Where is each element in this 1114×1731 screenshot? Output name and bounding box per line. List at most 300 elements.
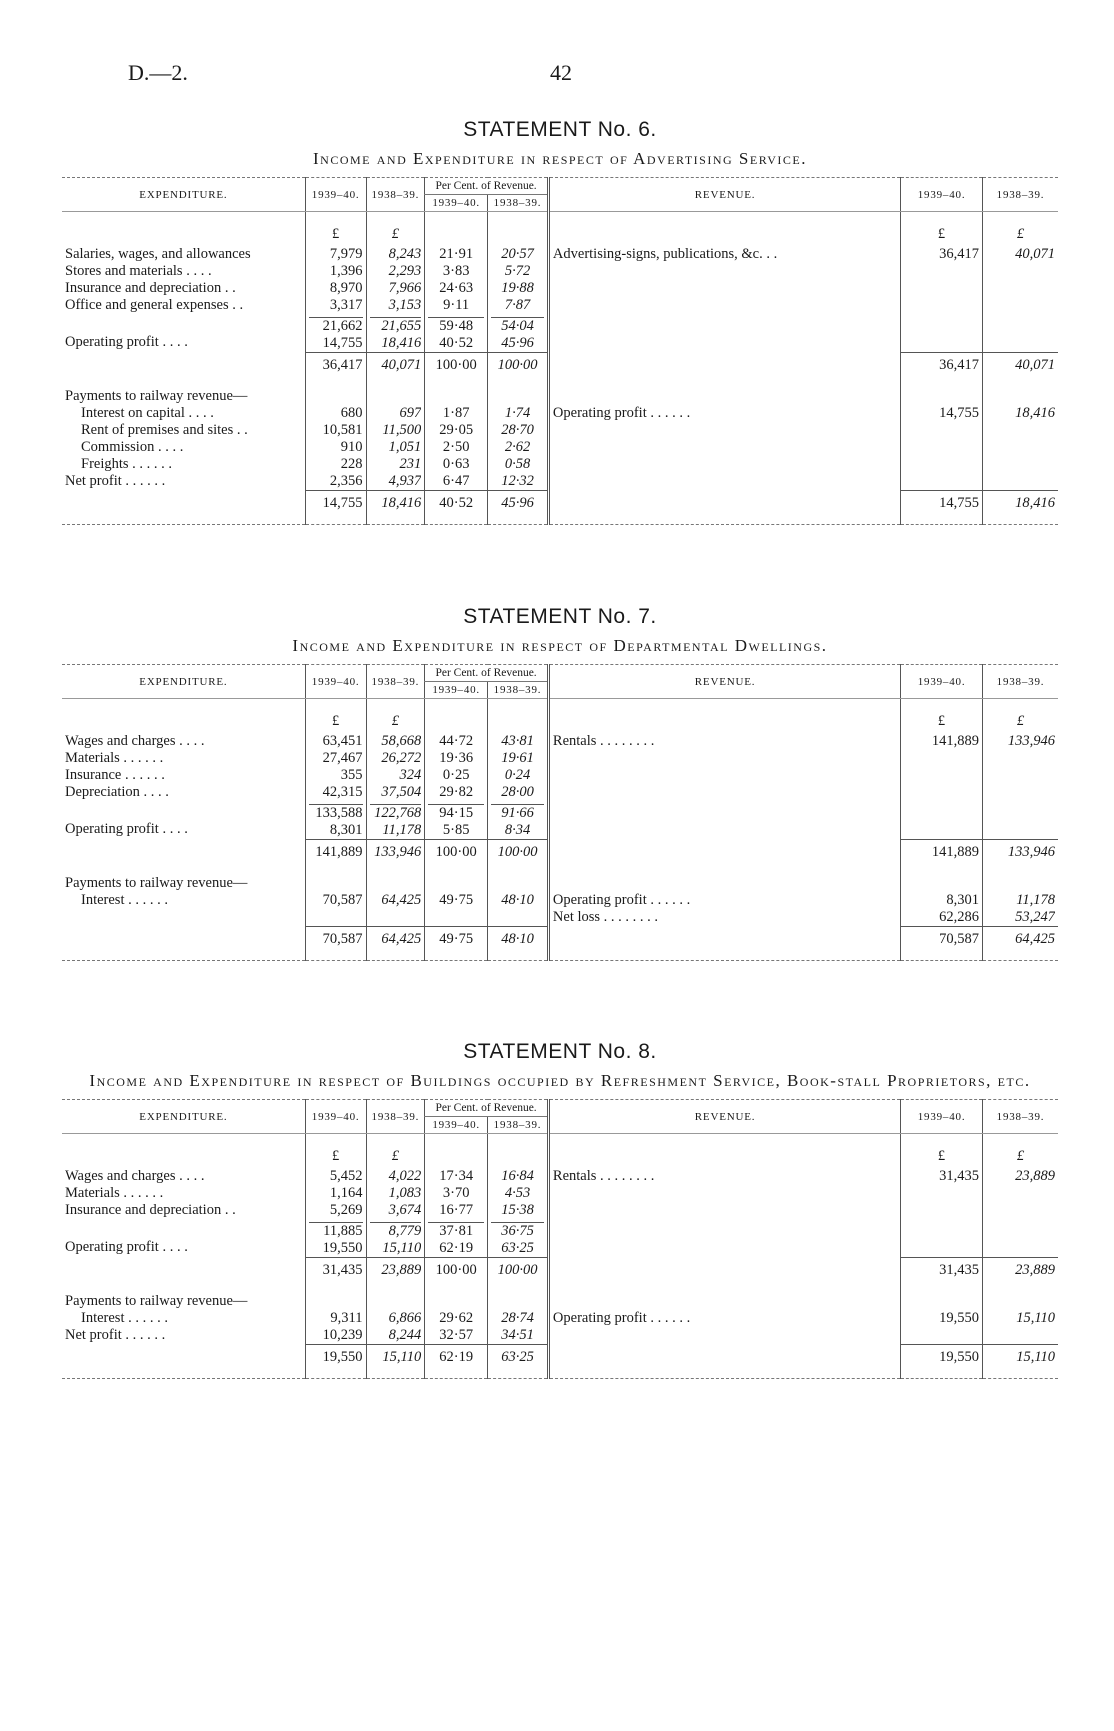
percent: 3·70 [442, 1185, 470, 1201]
value-col [366, 246, 425, 314]
total-row [62, 491, 1058, 525]
currency-symbol [425, 212, 488, 247]
revenue-labels [548, 1283, 900, 1345]
total-value: 64,425 [366, 927, 425, 961]
operating-profit-label: Operating profit . . . . [65, 821, 188, 837]
percent: 0·63 [442, 456, 470, 472]
expenditure-header: EXPENDITURE. [62, 665, 305, 699]
revenue-value: 14,755 [939, 405, 979, 421]
total-value: 18,416 [366, 491, 425, 525]
operating-profit-label: Operating profit . . . . [65, 1239, 188, 1255]
percent: 19·36 [439, 750, 474, 766]
currency-row [62, 212, 1058, 247]
subtotal-col [488, 314, 549, 353]
value: 8,970 [329, 280, 363, 296]
expense-labels [62, 733, 305, 801]
expenditure-header: EXPENDITURE. [62, 1100, 305, 1134]
payments-labels [62, 1283, 305, 1345]
expense-label: Depreciation . . . . [65, 784, 169, 800]
total-value: 141,889 [305, 840, 366, 866]
currency-symbol: £ [366, 699, 425, 734]
expense-label: Materials . . . . . . [65, 1185, 164, 1201]
revenue-col [982, 865, 1058, 927]
value: 6,866 [388, 1310, 422, 1326]
statement-subtitle: Income and Expenditure in respect of Buildings occupied by Refreshment Service, Book-stall Proprietors, etc. [89, 1071, 1031, 1090]
revenue-label: Advertising-signs, publications, &c. . . [552, 246, 778, 262]
total-blank [62, 491, 305, 525]
percent-col [425, 1283, 488, 1345]
percent: 34·51 [501, 1327, 534, 1343]
revenue-col [901, 378, 983, 491]
total-value: 36,417 [901, 353, 983, 379]
revenue-value: 18,416 [1015, 405, 1055, 421]
expense-label: Insurance and depreciation . . [65, 280, 236, 296]
value-col [305, 1168, 366, 1219]
subtotal-value: 37·81 [428, 1222, 484, 1240]
currency-symbol [488, 1134, 549, 1169]
operating-profit-value: 8·34 [504, 822, 531, 838]
percent: 28·00 [501, 784, 534, 800]
year-header: 1938–39. [982, 178, 1058, 212]
value: 7,966 [388, 280, 422, 296]
year-header: 1938–39. [982, 1100, 1058, 1134]
currency-symbol [488, 699, 549, 734]
expense-label: Materials . . . . . . [65, 750, 164, 766]
percent: 2·62 [504, 439, 531, 455]
payment-label: Interest on capital . . . . [81, 405, 214, 421]
total-blank [62, 1258, 305, 1284]
value: 5,269 [329, 1202, 363, 1218]
revenue-label: Operating profit . . . . . . [552, 405, 691, 421]
percent: 16·77 [439, 1202, 474, 1218]
percent-col [425, 865, 488, 927]
value: 1,164 [329, 1185, 363, 1201]
operating-profit-value: 40·52 [439, 335, 474, 351]
operating-profit-value: 8,301 [329, 822, 363, 838]
percent-header: Per Cent. of Revenue. [425, 665, 549, 682]
revenue-col [901, 1168, 983, 1219]
revenue-col [982, 246, 1058, 314]
total-value: 48·10 [488, 927, 549, 961]
value: 70,587 [322, 892, 363, 908]
year-header: 1938–39. [982, 665, 1058, 699]
revenue-value: 11,178 [1016, 892, 1055, 908]
operating-profit-label: Operating profit . . . . [65, 334, 188, 350]
subtotal-value: 36·75 [491, 1222, 544, 1240]
payments-block [62, 865, 1058, 927]
value: 355 [340, 767, 363, 783]
year-header: 1938–39. [366, 1100, 425, 1134]
percent: 16·84 [501, 1168, 534, 1184]
subtotal-col [366, 801, 425, 840]
value: 1,083 [388, 1185, 422, 1201]
statement-title: STATEMENT No. 6. [463, 118, 657, 141]
revenue-col [901, 246, 983, 314]
value: 231 [399, 456, 422, 472]
revenue-header: REVENUE. [548, 178, 900, 212]
revenue-labels [548, 246, 900, 314]
value: 37,504 [381, 784, 422, 800]
total-value: 19,550 [901, 1345, 983, 1379]
subtotal-value: 59·48 [428, 317, 484, 335]
percent: 4·53 [504, 1185, 531, 1201]
year-header: 1939–40. [305, 1100, 366, 1134]
currency-symbol: £ [901, 1134, 983, 1169]
revenue-label: Rentals . . . . . . . . [552, 733, 655, 749]
revenue-header: REVENUE. [548, 1100, 900, 1134]
percent: 3·83 [442, 263, 470, 279]
subtotal-col [305, 801, 366, 840]
payments-heading: Payments to railway revenue— [65, 875, 248, 891]
subtotal-value: 122,768 [370, 804, 422, 822]
revenue-value: 40,071 [1015, 246, 1055, 262]
percent: 1·87 [442, 405, 470, 421]
currency-symbol [425, 699, 488, 734]
percent: 28·70 [501, 422, 534, 438]
total-value: 14,755 [901, 491, 983, 525]
operating-profit-value: 11,178 [382, 822, 422, 838]
percent: 17·34 [439, 1168, 474, 1184]
percent: 24·63 [439, 280, 474, 296]
subtotal-value: 21,655 [370, 317, 422, 335]
subtotal-value: 91·66 [491, 804, 544, 822]
revenue-col [901, 1283, 983, 1345]
percent-header: Per Cent. of Revenue. [425, 1100, 549, 1117]
subtotal-col [488, 1219, 549, 1258]
op-label [62, 801, 305, 840]
total-value: 23,889 [366, 1258, 425, 1284]
revenue-blank [982, 801, 1058, 840]
expense-labels [62, 246, 305, 314]
subtotal-value: 11,885 [309, 1222, 363, 1240]
percent: 7·87 [504, 297, 531, 313]
percent-col [425, 733, 488, 801]
percent: 48·10 [501, 892, 534, 908]
total-row [62, 840, 1058, 866]
percent: 28·74 [501, 1310, 534, 1326]
total-value: 64,425 [982, 927, 1058, 961]
value-col [305, 1283, 366, 1345]
value-col [366, 865, 425, 927]
statement-6 [62, 118, 1058, 525]
subtotal-value: 21,662 [309, 317, 363, 335]
year-header: 1939–40. [305, 178, 366, 212]
percent: 32·57 [439, 1327, 474, 1343]
revenue-label: Rentals . . . . . . . . [552, 1168, 655, 1184]
subtotal-col [425, 801, 488, 840]
currency-symbol: £ [982, 699, 1058, 734]
expense-label: Stores and materials . . . . [65, 263, 212, 279]
percent-col [488, 865, 549, 927]
percent: 1·74 [504, 405, 531, 421]
subtotal-value: 54·04 [491, 317, 544, 335]
revenue-value: 62,286 [939, 909, 979, 925]
total-value: 14,755 [305, 491, 366, 525]
value: 63,451 [322, 733, 363, 749]
percent: 29·05 [439, 422, 474, 438]
statement-table [62, 664, 1058, 961]
operating-profit-value: 15,110 [382, 1240, 422, 1256]
op-label [62, 1219, 305, 1258]
percent: 44·72 [439, 733, 474, 749]
statement-7 [62, 605, 1058, 961]
percent: 43·81 [501, 733, 534, 749]
operating-profit-value: 5·85 [442, 822, 470, 838]
revenue-value: 31,435 [939, 1168, 979, 1184]
percent-col [488, 1283, 549, 1345]
value: 11,500 [382, 422, 422, 438]
currency-symbol [62, 1134, 305, 1169]
value: 2,356 [329, 473, 363, 489]
value-col [366, 733, 425, 801]
value-col [305, 733, 366, 801]
payments-labels [62, 865, 305, 927]
revenue-col [982, 378, 1058, 491]
value: 8,243 [388, 246, 422, 262]
revenue-value: 141,889 [931, 733, 979, 749]
year-header: 1939–40. [901, 665, 983, 699]
expense-label: Insurance . . . . . . [65, 767, 165, 783]
percent-col [425, 1168, 488, 1219]
subtotal-col [366, 314, 425, 353]
value-col [305, 378, 366, 491]
revenue-col [901, 733, 983, 801]
revenue-label: Operating profit . . . . . . [552, 1310, 691, 1326]
value: 58,668 [381, 733, 422, 749]
currency-symbol: £ [366, 212, 425, 247]
percent: 9·11 [443, 297, 470, 313]
percent-col [425, 378, 488, 491]
value-col [366, 1283, 425, 1345]
total-value: 18,416 [982, 491, 1058, 525]
revenue-value: 19,550 [939, 1310, 979, 1326]
percent: 0·58 [504, 456, 531, 472]
value: 324 [399, 767, 422, 783]
payments-heading: Payments to railway revenue— [65, 1293, 248, 1309]
operating-profit-value: 19,550 [322, 1240, 363, 1256]
payment-label: Freights . . . . . . [81, 456, 173, 472]
total-value: 70,587 [305, 927, 366, 961]
revenue-label: Operating profit . . . . . . [552, 892, 691, 908]
currency-symbol [62, 212, 305, 247]
value: 910 [340, 439, 363, 455]
revenue-col [901, 865, 983, 927]
total-row [62, 1258, 1058, 1284]
subtotal-value: 94·15 [428, 804, 484, 822]
statement-title: STATEMENT No. 8. [463, 1040, 657, 1063]
percent-year-header: 1939–40. [425, 682, 488, 699]
percent-col [488, 1168, 549, 1219]
operating-profit-value: 45·96 [501, 335, 534, 351]
revenue-col [982, 1168, 1058, 1219]
total-row [62, 927, 1058, 961]
total-blank [62, 840, 305, 866]
total-blank [62, 353, 305, 379]
percent: 29·62 [439, 1310, 474, 1326]
total-blank [548, 840, 900, 866]
percent: 0·24 [504, 767, 531, 783]
revenue-label: Net loss . . . . . . . . [552, 909, 659, 925]
subtotal-col [488, 801, 549, 840]
currency-symbol: £ [305, 1134, 366, 1169]
total-blank [62, 927, 305, 961]
operating-profit-value: 14,755 [322, 335, 363, 351]
currency-symbol: £ [305, 212, 366, 247]
expense-label: Wages and charges . . . . [65, 733, 205, 749]
value: 680 [340, 405, 363, 421]
percent-year-header: 1938–39. [488, 1117, 549, 1134]
year-header: 1939–40. [901, 178, 983, 212]
revenue-labels [548, 865, 900, 927]
subtotal-value: 133,588 [309, 804, 363, 822]
value: 5,452 [329, 1168, 363, 1184]
revenue-blank [901, 1219, 983, 1258]
currency-symbol [548, 212, 900, 247]
operating-profit-value: 63·25 [501, 1240, 534, 1256]
statement-subtitle: Income and Expenditure in respect of Departmental Dwellings. [292, 636, 828, 655]
total-row [62, 353, 1058, 379]
year-header: 1938–39. [366, 178, 425, 212]
total-value: 31,435 [901, 1258, 983, 1284]
total-value: 15,110 [366, 1345, 425, 1379]
statement-table [62, 1099, 1058, 1379]
percent-col [425, 246, 488, 314]
statement-table [62, 177, 1058, 525]
operating-profit-value: 62·19 [439, 1240, 474, 1256]
payment-label: Net profit . . . . . . [65, 1327, 166, 1343]
value: 3,153 [388, 297, 422, 313]
value: 2,293 [388, 263, 422, 279]
payments-heading: Payments to railway revenue— [65, 388, 248, 404]
subtotal-value: 8,779 [370, 1222, 422, 1240]
currency-symbol: £ [366, 1134, 425, 1169]
percent-col [488, 733, 549, 801]
currency-symbol: £ [982, 1134, 1058, 1169]
revenue-col [982, 733, 1058, 801]
total-blank [548, 353, 900, 379]
percent: 12·32 [501, 473, 534, 489]
expense-block [62, 733, 1058, 801]
subtotal-row [62, 314, 1058, 353]
revenue-blank [901, 314, 983, 353]
payments-block [62, 1283, 1058, 1345]
value-col [305, 246, 366, 314]
total-value: 100·00 [488, 353, 549, 379]
payment-label: Commission . . . . [81, 439, 184, 455]
total-value: 70,587 [901, 927, 983, 961]
expense-label: Office and general expenses . . [65, 297, 244, 313]
total-blank [62, 1345, 305, 1379]
total-value: 40,071 [366, 353, 425, 379]
value-col [366, 1168, 425, 1219]
currency-row [62, 1134, 1058, 1169]
subtotal-col [425, 314, 488, 353]
percent-year-header: 1939–40. [425, 1117, 488, 1134]
revenue-value: 8,301 [946, 892, 979, 908]
percent: 49·75 [439, 892, 474, 908]
payment-label: Net profit . . . . . . [65, 473, 166, 489]
currency-symbol [62, 699, 305, 734]
total-blank [548, 491, 900, 525]
statement-8 [62, 1040, 1058, 1379]
percent-header: Per Cent. of Revenue. [425, 178, 549, 195]
revenue-blank [982, 314, 1058, 353]
currency-symbol: £ [982, 212, 1058, 247]
payment-label: Interest . . . . . . [81, 1310, 168, 1326]
percent: 6·47 [442, 473, 470, 489]
value: 64,425 [381, 892, 422, 908]
revenue-value: 133,946 [1007, 733, 1055, 749]
page-ref: D.—2. [128, 60, 188, 85]
revenue-value: 36,417 [939, 246, 979, 262]
percent-col [488, 246, 549, 314]
operating-profit-value: 18,416 [381, 335, 422, 351]
total-value: 100·00 [425, 1258, 488, 1284]
revenue-labels [548, 733, 900, 801]
value: 1,396 [329, 263, 363, 279]
percent: 5·72 [504, 263, 531, 279]
op-label [62, 314, 305, 353]
value: 3,674 [388, 1202, 422, 1218]
subtotal-row [62, 801, 1058, 840]
total-value: 63·25 [488, 1345, 549, 1379]
payments-block [62, 378, 1058, 491]
total-value: 100·00 [425, 840, 488, 866]
total-value: 31,435 [305, 1258, 366, 1284]
total-value: 62·19 [425, 1345, 488, 1379]
total-value: 49·75 [425, 927, 488, 961]
value: 228 [340, 456, 363, 472]
revenue-value: 15,110 [1016, 1310, 1055, 1326]
value: 10,239 [322, 1327, 363, 1343]
revenue-blank [548, 1219, 900, 1258]
total-value: 45·96 [488, 491, 549, 525]
subtotal-row [62, 1219, 1058, 1258]
percent: 0·25 [442, 767, 470, 783]
expense-block [62, 1168, 1058, 1219]
total-value: 23,889 [982, 1258, 1058, 1284]
percent-year-header: 1938–39. [488, 195, 549, 212]
total-value: 40·52 [425, 491, 488, 525]
value: 8,244 [388, 1327, 422, 1343]
revenue-blank [548, 801, 900, 840]
payments-labels [62, 378, 305, 491]
currency-symbol [548, 699, 900, 734]
currency-row [62, 699, 1058, 734]
revenue-value: 53,247 [1015, 909, 1055, 925]
total-value: 100·00 [425, 353, 488, 379]
currency-symbol [425, 1134, 488, 1169]
expense-label: Insurance and depreciation . . [65, 1202, 236, 1218]
revenue-labels [548, 1168, 900, 1219]
percent: 29·82 [439, 784, 474, 800]
revenue-header: REVENUE. [548, 665, 900, 699]
revenue-blank [982, 1219, 1058, 1258]
value: 9,311 [330, 1310, 363, 1326]
expense-label: Wages and charges . . . . [65, 1168, 205, 1184]
value: 1,051 [388, 439, 422, 455]
percent: 20·57 [501, 246, 534, 262]
revenue-value: 23,889 [1015, 1168, 1055, 1184]
percent-year-header: 1938–39. [488, 682, 549, 699]
value: 26,272 [381, 750, 422, 766]
value-col [305, 865, 366, 927]
subtotal-col [366, 1219, 425, 1258]
expenditure-header: EXPENDITURE. [62, 178, 305, 212]
total-value: 36,417 [305, 353, 366, 379]
total-value: 100·00 [488, 840, 549, 866]
value: 4,937 [388, 473, 422, 489]
